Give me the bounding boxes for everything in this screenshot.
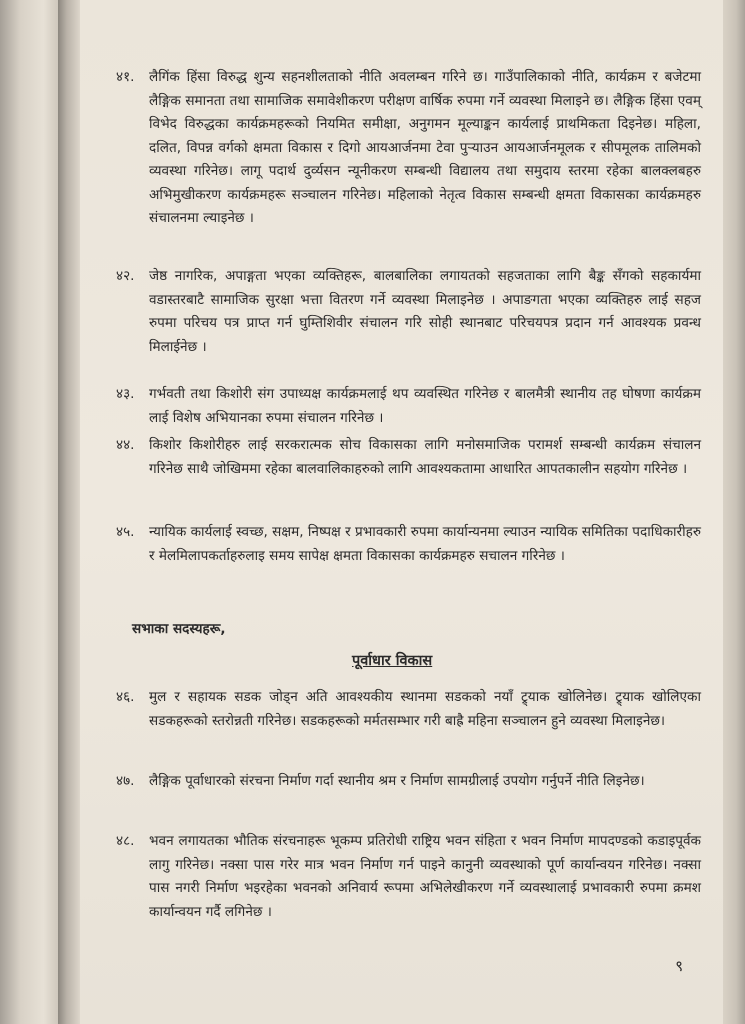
item-text: मुल र सहायक सडक जोड्न अति आवश्यकीय स्थानमा सडकको नयाँ ट्र्याक खोलिनेछ। ट्र्याक खोलिएका सडकहरूको स्तरोन्नती गरिनेछ। सडकहरूको मर्मतसम्भार गरी बाह्रै महिना सञ्चालन हुने व्यवस्था मिलाइनेछ।	[149, 689, 701, 729]
item-text: किशोर किशोरीहरु लाई सरकरात्मक सोच विकासका लागि मनोसमाजिक परामर्श सम्बन्धी कार्यक्रम संचालन गरिनेछ साथै जोखिममा रहेका बालवालिकाहरुको लागि आवश्यकतामा आधारित आपतकालीन सहयोग गरिनेछ ।	[149, 437, 701, 477]
item-number: ४६.	[116, 689, 135, 705]
list-item	[116, 66, 701, 231]
list-item	[116, 686, 701, 733]
document-page	[80, 0, 723, 1024]
list-item	[116, 265, 701, 359]
list-item	[116, 521, 701, 568]
item-text: जेष्ठ नागरिक, अपाङ्गता भएका व्यक्तिहरू, बालबालिका लगायतको सहजताका लागि बैङ्क सँगको सहकार्यमा वडास्तरबाटै सामाजिक सुरक्षा भत्ता वितरण गर्ने व्यवस्था मिलाइनेछ । अपाङगता भएका व्यक्तिहरु लाई सहज रुपमा परिचय पत्र प्राप्त गर्न घुम्तिशिवीर संचालन गरि सोही स्थानबाट परिचयपत्र प्रदान गर्न आवश्यक प्रवन्ध मिलाईनेछ ।	[149, 268, 701, 355]
item-text: लैङ्गिक पूर्वाधारको संरचना निर्माण गर्दा स्थानीय श्रम र निर्माण सामग्रीलाई उपयोग गर्नुपर्ने नीति लिइनेछ।	[149, 773, 645, 789]
section-heading: पूर्वाधार विकास	[352, 653, 433, 669]
salutation: सभाका सदस्यहरू,	[132, 621, 226, 637]
list-item	[116, 770, 701, 794]
next-page-edge	[723, 0, 745, 1024]
previous-page-edge	[0, 0, 58, 1024]
page-number: ९	[675, 957, 683, 975]
item-number: ४५.	[116, 524, 135, 540]
list-item	[116, 434, 701, 481]
item-text: गर्भवती तथा किशोरी संग उपाध्यक्ष कार्यक्रमलाई थप व्यवस्थित गरिनेछ र बालमैत्री स्थानीय तह घोषणा कार्यक्रम लाई विशेष अभियानका रुपमा संचालन गरिनेछ ।	[149, 386, 701, 426]
item-number: ४७.	[116, 773, 135, 789]
item-number: ४१.	[116, 69, 135, 85]
list-item	[116, 830, 701, 924]
list-item	[116, 383, 701, 430]
item-number: ४३.	[116, 386, 135, 402]
book-gutter	[58, 0, 80, 1024]
item-text: न्यायिक कार्यलाई स्वच्छ, सक्षम, निष्पक्ष र प्रभावकारी रुपमा कार्यान्यनमा ल्याउन न्यायिक समितिका पदाधिकारीहरु र मेलमिलापकर्ताहरुलाइ समय सापेक्ष क्षमता विकासका कार्यक्रमहरु सचालन गरिनेछ ।	[149, 524, 701, 564]
item-number: ४८.	[116, 833, 135, 849]
item-text: लैगिंक हिंसा विरुद्ध शुन्य सहनशीलताको नीति अवलम्बन गरिने छ। गाउँपालिकाको नीति, कार्यक्रम र बजेटमा लैङ्गिक समानता तथा सामाजिक समावेशीकरण परीक्षण वार्षिक रुपमा गर्ने व्यवस्था मिलाइने छ। लैङ्गिक हिंसा एवम् विभेद विरुद्धका कार्यक्रमहरूको नियमित समीक्षा, अनुगमन मूल्याङ्कन कार्यलाई प्राथमिकता दिइनेछ। महिला, दलित, विपन्न वर्गको क्षमता विकास र दिगो आयआर्जनमा टेवा पुऱ्याउन आयआर्जनमूलक र सीपमूलक तालिमको व्यवस्था गरिनेछ। लागू पदार्थ दुर्व्यसन न्यूनीकरण सम्बन्धी विद्यालय तथा समुदाय स्तरमा रहेका बालक्लबहरु अभिमुखीकरण कार्यक्रमहरू सञ्चालन गरिनेछ। महिलाको नेतृत्व विकास सम्बन्धी क्षमता विकासका कार्यक्रमहरु संचालनमा ल्याइनेछ ।	[149, 69, 701, 226]
item-number: ४२.	[116, 268, 135, 284]
item-text: भवन लगायतका भौतिक संरचनाहरू भूकम्प प्रतिरोधी राष्ट्रिय भवन संहिता र भवन निर्माण मापदण्डको कडाइपूर्वक लागु गरिनेछ। नक्सा पास गरेर मात्र भवन निर्माण गर्न पाइने कानुनी व्यवस्थाको पूर्ण कार्यान्वयन गरिनेछ। नक्सा पास नगरी निर्माण भइरहेका भवनको अनिवार्य रूपमा अभिलेखीकरण गर्ने व्यवस्थालाई प्रभावकारी रुपमा क्रमश कार्यान्वयन गर्दै लगिनेछ ।	[149, 833, 701, 920]
item-number: ४४.	[116, 437, 135, 453]
